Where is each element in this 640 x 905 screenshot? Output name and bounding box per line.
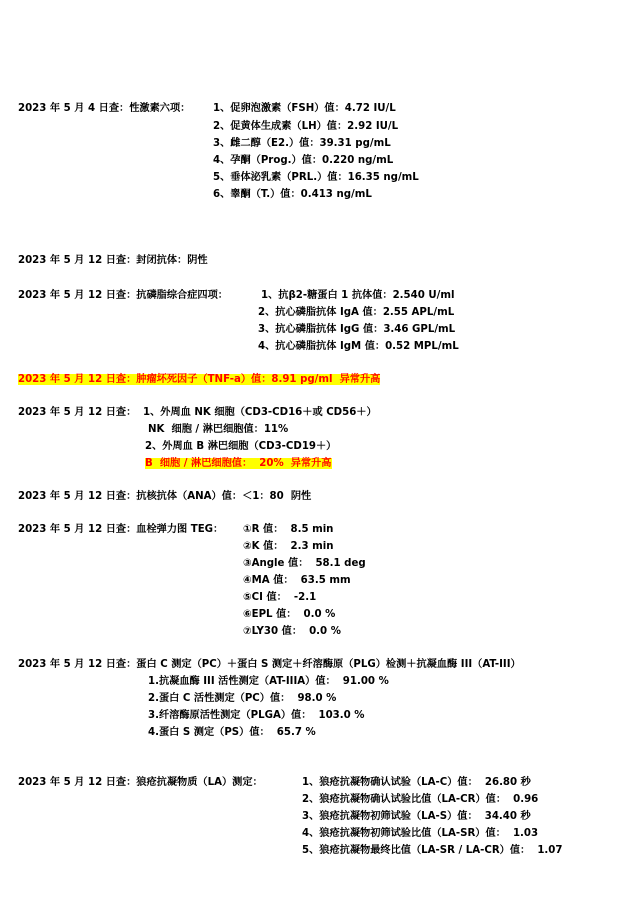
la-item: 1、狼疮抗凝物确认试验（LA-C）值： 26.80 秒 [302,777,531,788]
lymph-b-alert [145,456,332,471]
hormone-item: 1、促卵泡激素（FSH）值：4.72 IU/L [213,103,396,114]
aps-item: 3、抗心磷脂抗体 IgG 值：3.46 GPL/mL [258,324,456,335]
teg-item: ④MA 值： 63.5 mm [243,575,351,586]
coag-item: 1.抗凝血酶 III 活性测定（AT-IIIA）值： 91.00 % [148,676,389,687]
aps-header: 2023 年 5 月 12 日查：抗磷脂综合症四项： [18,290,228,301]
lymph-b-title: 2、外周血 B 淋巴细胞（CD3-CD19＋） [145,441,337,452]
teg-item: ③Angle 值： 58.1 deg [243,558,366,569]
ana-line: 2023 年 5 月 12 日查：抗核抗体（ANA）值：＜1：80 阴性 [18,491,312,502]
tnf-alert-text: 2023 年 5 月 12 日查：肿瘤坏死因子（TNF-a）值：8.91 pg/ml 异常升高 [18,374,381,385]
hormone-item: 4、孕酮（Prog.）值：0.220 ng/mL [213,155,394,166]
aps-item: 1、抗β2-糖蛋白 1 抗体值：2.540 U/ml [261,290,455,301]
hormone-item: 6、睾酮（T.）值：0.413 ng/mL [213,189,372,200]
teg-item: ①R 值： 8.5 min [243,524,334,535]
lymph-b-alert-text: B 细胞 / 淋巴细胞值： 20% 异常升高 [145,458,332,469]
tnf-alert-line [18,372,380,387]
lymph-header: 2023 年 5 月 12 日查： [18,407,137,418]
la-item: 4、狼疮抗凝物初筛试验比值（LA-SR）值： 1.03 [302,828,539,839]
coag-item: 4.蛋白 S 测定（PS）值： 65.7 % [148,727,316,738]
coag-item: 3.纤溶酶原活性测定（PLGA）值： 103.0 % [148,710,365,721]
coag-item: 2.蛋白 C 活性测定（PC）值： 98.0 % [148,693,337,704]
hormone-item: 5、垂体泌乳素（PRL.）值：16.35 ng/mL [213,172,419,183]
coag-header: 2023 年 5 月 12 日查：蛋白 C 测定（PC）＋蛋白 S 测定＋纤溶酶原（PLG）检测＋抗凝血酶 III（AT-III） [18,659,521,670]
teg-item: ⑦LY30 值： 0.0 % [243,626,341,637]
blocking-antibody-line: 2023 年 5 月 12 日查：封闭抗体：阴性 [18,255,208,266]
hormone-item: 2、促黄体生成素（LH）值：2.92 IU/L [213,121,399,132]
teg-item: ⑤CI 值： -2.1 [243,592,317,603]
hormone-item: 3、雌二醇（E2.）值：39.31 pg/mL [213,138,391,149]
aps-item: 4、抗心磷脂抗体 IgM 值：0.52 MPL/mL [258,341,459,352]
la-item: 3、狼疮抗凝物初筛试验（LA-S）值： 34.40 秒 [302,811,531,822]
teg-header: 2023 年 5 月 12 日查：血栓弹力图 TEG： [18,524,224,535]
lymph-nk-title: 1、外周血 NK 细胞（CD3-CD16＋或 CD56＋） [143,407,377,418]
aps-item: 2、抗心磷脂抗体 IgA 值：2.55 APL/mL [258,307,455,318]
teg-item: ⑥EPL 值： 0.0 % [243,609,336,620]
lymph-nk-value: NK 细胞 / 淋巴细胞值：11% [148,424,289,435]
hormones-header: 2023 年 5 月 4 日查：性激素六项： [18,103,191,114]
la-header: 2023 年 5 月 12 日查：狼疮抗凝物质（LA）测定： [18,777,263,788]
teg-item: ②K 值： 2.3 min [243,541,334,552]
la-item: 5、狼疮抗凝物最终比值（LA-SR / LA-CR）值： 1.07 [302,845,563,856]
la-item: 2、狼疮抗凝物确认试验比值（LA-CR）值： 0.96 [302,794,539,805]
